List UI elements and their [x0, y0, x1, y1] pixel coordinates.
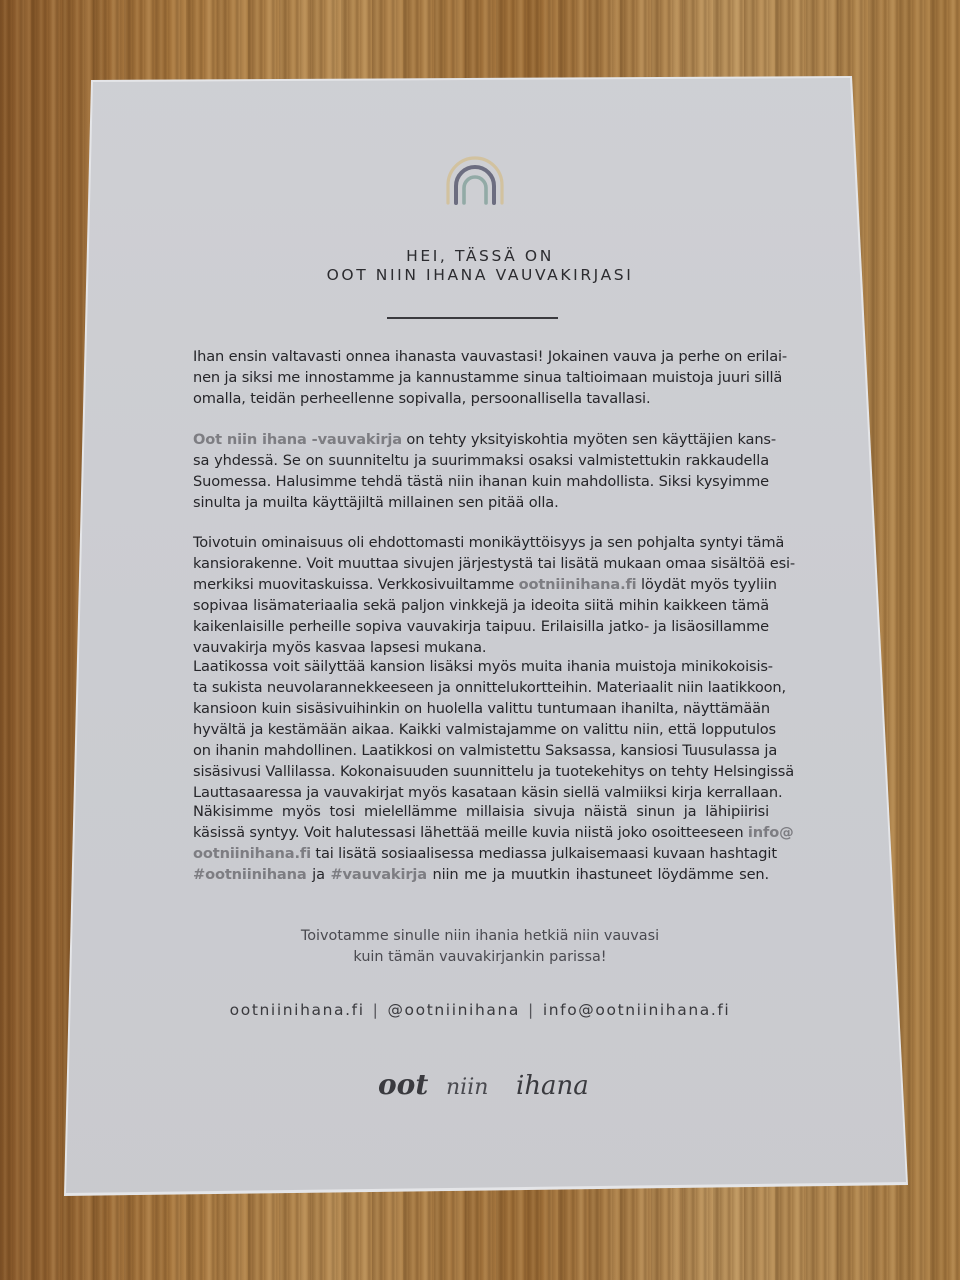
paragraph-text: merkiksi muovitaskuissa. Verkkosivuiltamme [193, 576, 519, 593]
paragraph-2 [193, 429, 777, 513]
signature-text-oot: oot [378, 1068, 429, 1101]
paragraph-line: Laatikossa voit säilyttää kansion lisäksi myös muita ihania muistoja minikokoisis- [193, 658, 773, 675]
paragraph-1 [193, 346, 788, 409]
paragraph-line [193, 429, 777, 450]
closing-line-1: Toivotamme sinulle niin ihania hetkiä niin vauvasi [300, 928, 660, 944]
paragraph-text: löydät myös tyyliin [636, 576, 777, 593]
contact-email[interactable]: info@ootniinihana.fi [542, 1001, 731, 1019]
paragraph-line: Näkisimme myös tosi mielellämme millaisia sivuja näistä sinun ja lähipiirisi [193, 803, 769, 820]
closing-line-2: kuin tämän vauvakirjankin parissa! [353, 949, 607, 965]
paragraph-line: kansioon kuin sisäsivuihinkin on huolella valittu tuntumaan ihanilta, näyttämään [193, 700, 771, 717]
signature-text-niin: niin [446, 1075, 489, 1100]
paragraph-4 [193, 656, 795, 803]
paragraph-text: ja [306, 866, 331, 883]
contact-instagram[interactable]: @ootniinihana [387, 1001, 520, 1019]
paragraph-line: sinulta ja muilta käyttäjiltä millainen sen pitää olla. [193, 494, 559, 511]
contact-line [0, 1001, 960, 1019]
paragraph-line: nen ja siksi me innostamme ja kannustamme sinua taltioimaan muistoja juuri sillä [193, 369, 783, 386]
paragraph-line: sisäsivusi Vallilassa. Kokonaisuuden suunnittelu ja tuotekehitys on tehty Helsingissä [193, 763, 795, 780]
paragraph-line: Suomessa. Halusimme tehdä tästä niin ihanan kuin mahdollista. Siksi kysyimme [193, 473, 769, 490]
heading-line-1: HEI, TÄSSÄ ON [406, 247, 554, 265]
contact-website[interactable]: ootniinihana.fi [229, 1001, 365, 1019]
paragraph-text: on tehty yksityiskohtia myöten sen käyttäjien kans- [401, 431, 777, 448]
paragraph-line: hyvältä ja kestämään aikaa. Kaikki valmistajamme on valittu niin, että lopputulos [193, 721, 777, 738]
email-link-part[interactable]: ootniinihana.fi [193, 845, 311, 862]
heading-divider [387, 317, 558, 319]
rainbow-icon [443, 153, 507, 207]
separator: | [528, 1001, 535, 1019]
paragraph-line [193, 843, 777, 864]
separator: | [372, 1001, 380, 1019]
hashtag-ootniinihana[interactable]: #ootniinihana [193, 866, 307, 883]
paragraph-line [193, 864, 769, 885]
product-name-highlight: Oot niin ihana -vauvakirja [193, 431, 402, 448]
signature-text-ihana: ihana [516, 1071, 589, 1101]
paragraph-text: tai lisätä sosiaalisessa mediassa julkaisemaasi kuvaan hashtagit [310, 845, 777, 862]
paragraph-line: ta sukista neuvolarannekkeeseen ja onnittelukortteihin. Materiaalit niin laatikkoon, [193, 679, 786, 696]
paragraph-text: käsissä syntyy. Voit halutessasi lähettää meille kuvia niistä joko osoitteeseen [193, 824, 748, 841]
paragraph-line: kaikenlaisille perheille sopiva vauvakirja taipuu. Erilaisilla jatko- ja lisäosillamme [193, 618, 769, 635]
heading-line-2: OOT NIIN IHANA VAUVAKIRJASI [326, 266, 634, 284]
email-link-part[interactable]: info@ [747, 824, 794, 841]
paragraph-line: sopivaa lisämateriaalia sekä paljon vinkkejä ja ideoita siitä mihin kaikkeen tämä [193, 597, 769, 614]
hashtag-vauvakirja[interactable]: #vauvakirja [330, 866, 427, 883]
paragraph-line: Lauttasaaressa ja vauvakirjat myös kasataan käsin siellä valmiiksi kirja kerrallaan. [193, 784, 783, 801]
paragraph-line: kansiorakenne. Voit muuttaa sivujen järjestystä tai lisätä mukaan omaa sisältöä esi- [193, 555, 796, 572]
signature-logo [376, 1060, 626, 1110]
paragraph-line: omalla, teidän perheellenne sopivalla, persoonallisella tavallasi. [193, 390, 651, 407]
paragraph-line [193, 574, 777, 595]
paragraph-line: sa yhdessä. Se on suunniteltu ja suurimmaksi osaksi valmistettukin rakkaudella [193, 452, 769, 469]
website-link[interactable]: ootniinihana.fi [518, 576, 637, 593]
paragraph-line: Toivotuin ominaisuus oli ehdottomasti monikäyttöisyys ja sen pohjalta syntyi tämä [193, 534, 785, 551]
paragraph-text: niin me ja muutkin ihastuneet löydämme sen. [426, 866, 769, 883]
paragraph-3 [193, 532, 796, 658]
paragraph-line: vauvakirja myös kasvaa lapsesi mukana. [193, 639, 487, 656]
paragraph-line [193, 822, 794, 843]
paragraph-5 [193, 801, 794, 885]
paragraph-line: on ihanin mahdollinen. Laatikkosi on valmistettu Saksassa, kansiosi Tuusulassa ja [193, 742, 778, 759]
paragraph-line: Ihan ensin valtavasti onnea ihanasta vauvastasi! Jokainen vauva ja perhe on erilai- [193, 348, 788, 365]
